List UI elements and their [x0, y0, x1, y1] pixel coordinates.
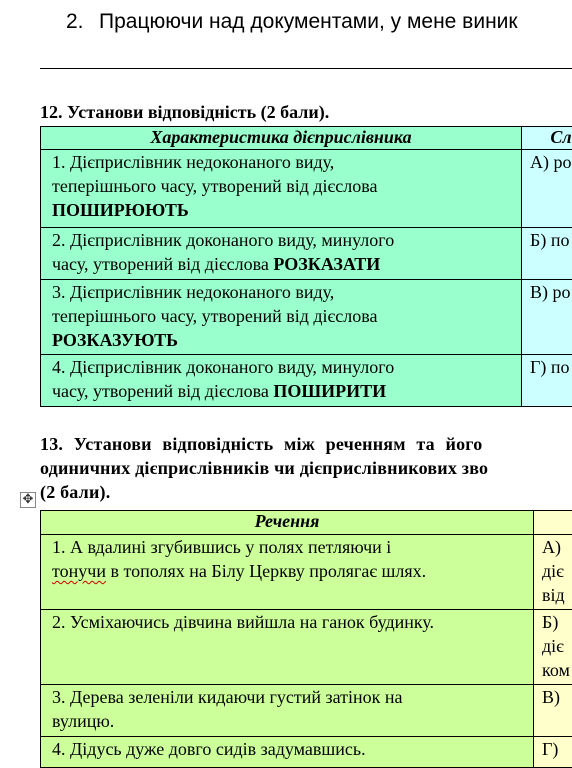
cell-line: теперішнього часу, утворений від дієслова — [52, 174, 511, 198]
table-row — [41, 535, 572, 610]
answer-line: В) — [542, 685, 572, 709]
answer-line — [40, 68, 572, 69]
question-2-number: 2. — [66, 10, 99, 34]
spellcheck-underlined-word: тонучи — [52, 561, 106, 581]
verb-bold: РОЗКАЗУЮТЬ — [52, 330, 178, 350]
table-cell — [522, 355, 572, 407]
cell-line: 3. Дерева зеленіли кидаючи густий затінок на — [52, 685, 523, 709]
cell-line: 1. Дієприслівник недоконаного виду, — [52, 150, 511, 174]
table-cell — [41, 737, 534, 768]
table-row — [41, 355, 572, 407]
answer-line: діє — [542, 634, 572, 658]
answer-line: від — [542, 583, 572, 607]
question-2-text — [66, 10, 518, 34]
heading-line: (2 бали). — [40, 480, 572, 504]
cell-line: 4. Дієприслівник доконаного виду, минулого — [52, 355, 511, 379]
table-cell — [41, 355, 522, 407]
answer-line: А) — [542, 535, 572, 559]
heading-line: одиничних дієприслівників чи дієприслівникових зво — [40, 456, 572, 480]
heading-line: 13. Установи відповідність між реченням та його — [40, 432, 572, 456]
task-12-heading: 12. Установи відповідність (2 бали). — [40, 102, 329, 123]
table-cell — [41, 610, 534, 685]
answer-option: В) ро — [522, 280, 572, 304]
column-header-sentence: Речення — [41, 511, 534, 535]
answer-line: діє — [542, 559, 572, 583]
table-cell — [41, 150, 522, 228]
column-header-words: Сл — [522, 127, 572, 150]
column-header-characteristic: Характеристика дієприслівника — [41, 127, 522, 150]
answer-option: А) ро — [522, 150, 572, 174]
table-cell — [534, 685, 572, 737]
table-cell — [522, 150, 572, 228]
answer-line: ком — [542, 658, 572, 682]
table-cell — [522, 228, 572, 280]
answer-line: Г) — [542, 737, 572, 761]
cell-line: 2. Усміхаючись дівчина вийшла на ганок будинку. — [52, 610, 523, 634]
cell-line: часу, утворений від дієслова — [52, 254, 273, 274]
task-13-heading — [40, 432, 572, 504]
answer-line: Б) — [542, 610, 572, 634]
table-row — [41, 150, 572, 228]
question-2-body: Працюючи над документами, у мене виник — [99, 10, 518, 33]
table-row — [41, 737, 572, 768]
answer-option: Б) по — [522, 228, 572, 252]
cell-line: вулицю. — [52, 709, 523, 733]
table-cell — [41, 535, 534, 610]
table-cell — [534, 737, 572, 768]
cell-line: 3. Дієприслівник недоконаного виду, — [52, 280, 511, 304]
verb-bold: РОЗКАЗАТИ — [273, 254, 380, 274]
verb-bold: ПОШИРЮЮТЬ — [52, 200, 189, 220]
table-header-row — [41, 511, 572, 535]
table-cell — [41, 228, 522, 280]
table-cell — [534, 610, 572, 685]
cell-line: теперішнього часу, утворений від дієслова — [52, 304, 511, 328]
verb-bold: ПОШИРИТИ — [273, 381, 386, 401]
cell-line: 1. А вдалині згубившись у полях петляючи і — [52, 535, 523, 559]
task-13-table — [40, 510, 572, 768]
answer-option: Г) по — [522, 355, 572, 379]
table-cell — [534, 535, 572, 610]
table-move-handle-icon[interactable]: ✥ — [20, 492, 36, 508]
table-cell — [41, 685, 534, 737]
table-row — [41, 610, 572, 685]
table-row — [41, 685, 572, 737]
table-row — [41, 228, 572, 280]
column-header-empty — [534, 511, 572, 535]
cell-line: 2. Дієприслівник доконаного виду, минулого — [52, 228, 511, 252]
table-header-row — [41, 127, 572, 150]
table-cell — [522, 280, 572, 355]
table-cell — [41, 280, 522, 355]
cell-line: часу, утворений від дієслова — [52, 381, 273, 401]
task-12-table — [40, 126, 572, 407]
table-row — [41, 280, 572, 355]
cell-line: в тополях на Білу Церкву пролягає шлях. — [106, 561, 426, 581]
cell-line: 4. Дідусь дуже довго сидів задумавшись. — [52, 737, 523, 761]
